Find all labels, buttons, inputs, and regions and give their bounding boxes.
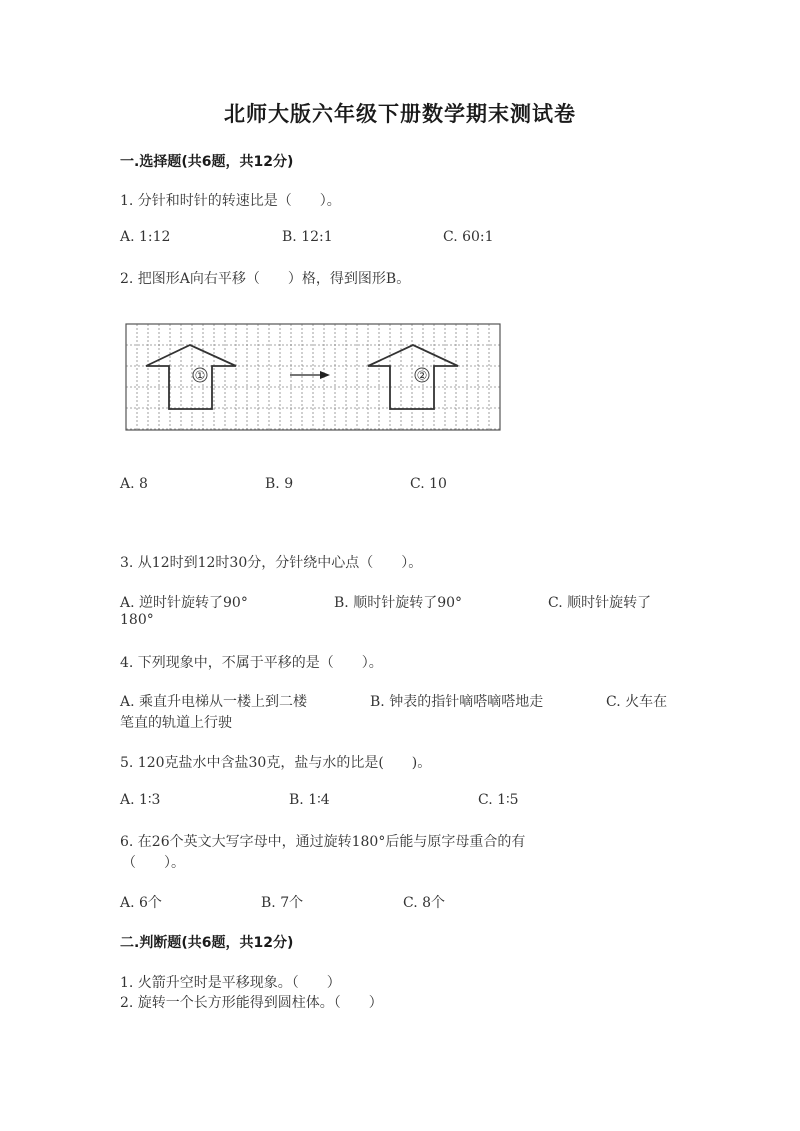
question-4-option-a: A. 乘直升电梯从一楼上到二楼 [120,694,308,710]
question-6-option-a: A. 6个 [120,895,162,911]
question-4-option-c-cont: 笔直的轨道上行驶 [120,715,232,731]
question-6-stem-cont: （ ）。 [122,855,185,871]
question-6-option-b: B. 7个 [261,895,304,911]
question-1-option-a: A. 1:12 [120,229,171,245]
question-1-option-b: B. 12:1 [282,229,333,245]
shape-a-arrow [146,345,236,409]
question-2-stem: 2. 把图形A向右平移（ ）格，得到图形B。 [120,271,411,287]
question-2-option-b: B. 9 [265,476,294,492]
judgment-question-1: 1. 火箭升空时是平移现象。（ ） [120,975,341,991]
shape-a-label: ① [194,368,206,383]
question-4-stem: 4. 下列现象中，不属于平移的是（ ）。 [120,655,383,671]
question-3-option-b: B. 顺时针旋转了90° [334,595,463,611]
shape-b-arrow [368,345,458,409]
grid-lines [126,324,500,430]
question-3-option-a: A. 逆时针旋转了90° [120,595,248,611]
page-title: 北师大版六年级下册数学期末测试卷 [224,102,576,126]
question-6-stem: 6. 在26个英文大写字母中，通过旋转180°后能与原字母重合的有 [120,834,526,850]
question-2-option-a: A. 8 [120,476,148,492]
translation-grid-figure [120,318,504,434]
question-5-option-c: C. 1∶5 [478,792,519,808]
question-3-option-c: C. 顺时针旋转了 [548,595,652,611]
judgment-question-2: 2. 旋转一个长方形能得到圆柱体。（ ） [120,995,383,1011]
direction-arrow-head [320,371,330,379]
question-3-option-c-cont: 180° [120,612,154,628]
question-1-option-c: C. 60:1 [443,229,494,245]
question-4-option-c: C. 火车在 [606,694,668,710]
shape-b-label: ② [416,368,428,383]
question-6-option-c: C. 8个 [403,895,446,911]
question-5-stem: 5. 120克盐水中含盐30克，盐与水的比是( )。 [120,755,432,771]
question-2-option-c: C. 10 [410,476,447,492]
section-heading-choice: 一.选择题(共6题，共12分) [120,154,294,170]
question-1-stem: 1. 分针和时针的转速比是（ ）。 [120,193,341,209]
question-4-option-b: B. 钟表的指针嘀嗒嘀嗒地走 [370,694,544,710]
question-5-option-a: A. 1∶3 [120,792,161,808]
question-3-stem: 3. 从12时到12时30分，分针绕中心点（ ）。 [120,555,423,571]
question-5-option-b: B. 1∶4 [289,792,330,808]
section-heading-judgment: 二.判断题(共6题，共12分) [120,935,294,951]
